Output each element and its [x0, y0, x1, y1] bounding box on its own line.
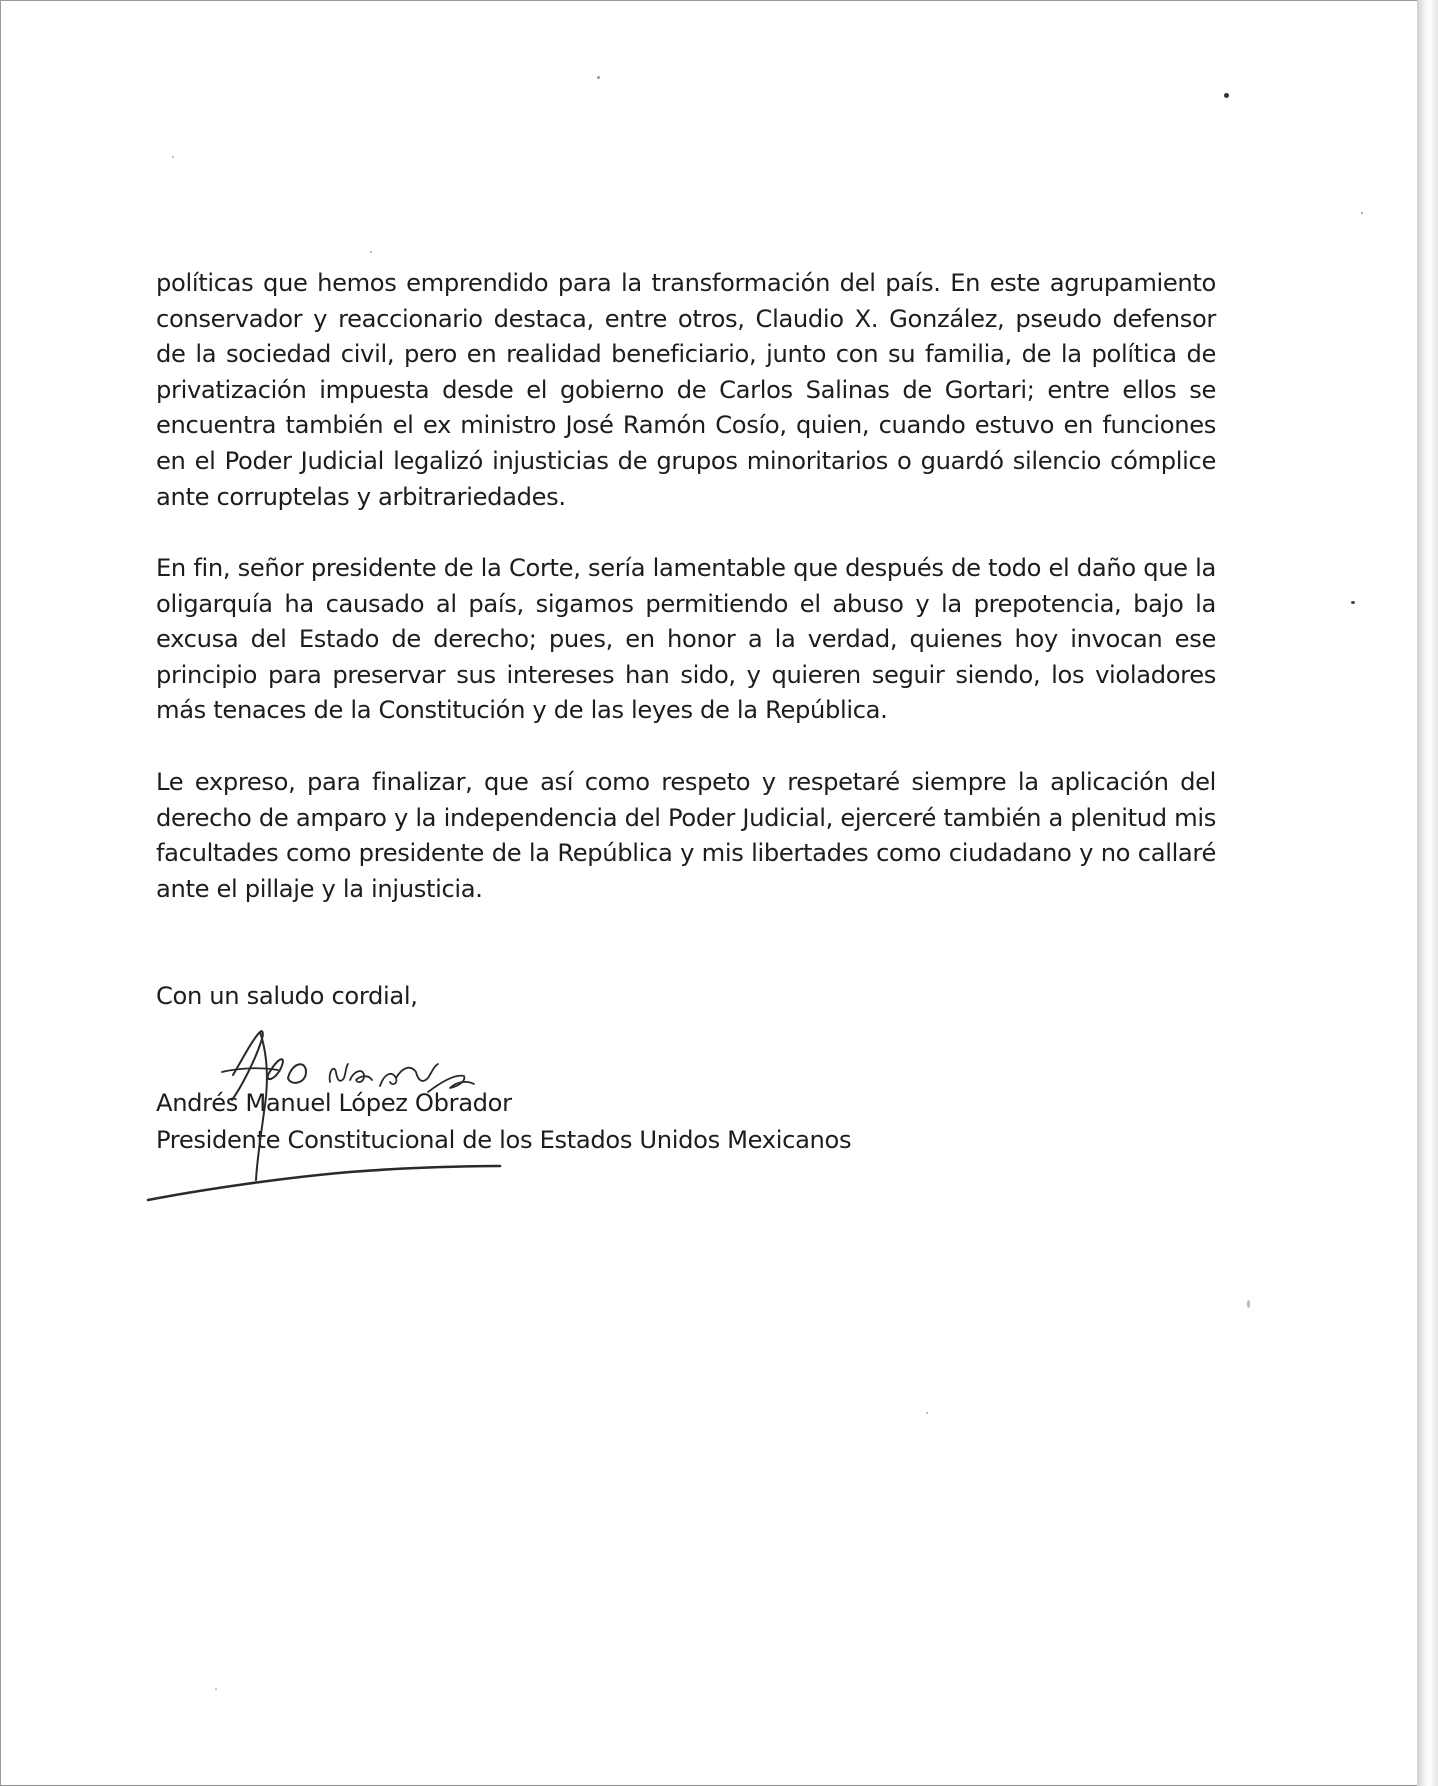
scan-speck: [1361, 212, 1363, 214]
scan-speck: [597, 76, 600, 79]
letter-paragraph: En fin, señor presidente de la Corte, sería lamentable que después de todo el daño que la oligarquía ha causado al país, sigamos permitiendo el abuso y la prepotencia, bajo la excusa del Estado de derecho; pues, en honor a la verdad, quienes hoy invocan ese principio para preservar sus intereses han sido, y quieren seguir siendo, los violadores más tenaces de la Constitución y de las leyes de la República.: [156, 554, 1216, 725]
scan-speck: [370, 251, 372, 253]
closing-salutation: Con un saludo cordial,: [156, 982, 418, 1010]
signer-name: Andrés Manuel López Obrador: [156, 1089, 512, 1117]
signer-title: Presidente Constitucional de los Estados Unidos Mexicanos: [156, 1126, 852, 1154]
scan-speck: [215, 1688, 217, 1690]
scan-speck: [172, 156, 174, 158]
letter-paragraph: políticas que hemos emprendido para la transformación del país. En este agrupamiento conservador y reaccionario destaca, entre otros, Claudio X. González, pseudo defensor de la sociedad civil, pero en realidad beneficiario, junto con su familia, de la política de privatización impuesta desde el gobierno de Carlos Salinas de Gortari; entre ellos se encuentra también el ex ministro José Ramón Cosío, quien, cuando estuvo en funciones en el Poder Judicial legalizó injusticias de grupos minoritarios o guardó silencio cómplice ante corruptelas y arbitrariedades.: [156, 269, 1216, 511]
scan-speck: [1224, 93, 1229, 98]
letter-paragraph: Le expreso, para finalizar, que así como respeto y respetaré siempre la aplicación del derecho de amparo y la independencia del Poder Judicial, ejerceré también a plenitud mis facultades como presidente de la República y mis libertades como ciudadano y no callaré ante el pillaje y la injusticia.: [156, 768, 1216, 903]
scan-speck: [1351, 601, 1355, 604]
scan-speck: [926, 1412, 928, 1414]
scan-speck: [1247, 1300, 1250, 1308]
scan-edge: [1417, 0, 1438, 1786]
handwritten-signature-icon: [160, 1020, 560, 1210]
